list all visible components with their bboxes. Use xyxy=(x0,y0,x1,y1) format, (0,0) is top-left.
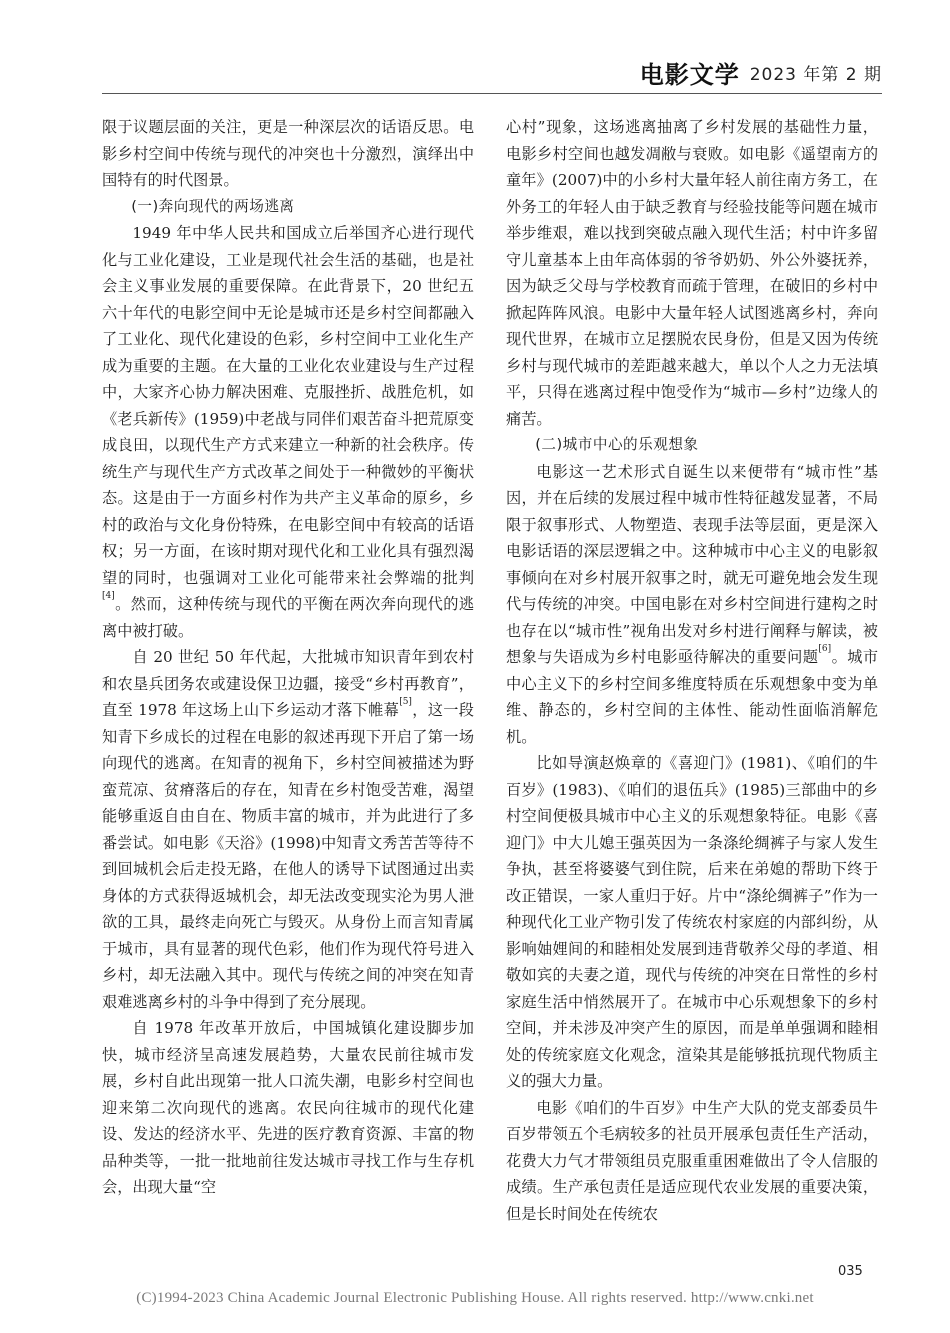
body-paragraph xyxy=(506,114,878,432)
section-heading: (一)奔向现代的两场逃离 xyxy=(131,197,295,215)
body-paragraph xyxy=(102,644,474,1015)
left-column xyxy=(102,114,474,1201)
issue-label: 2023 年第 2 期 xyxy=(749,64,882,85)
paragraph-text-continued: 。城市中心主义下的乡村空间多维度特质在乐观想象中变为单维、静态的，乡村空间的主体性、能动性面临消解危机。 xyxy=(506,648,879,746)
body-paragraph xyxy=(506,459,878,751)
paragraph-text: 心村”现象，这场逃离抽离了乡村发展的基础性力量，电影乡村空间也越发凋敝与衰败。如电影《遥望南方的童年》(2007)中的小乡村大量年轻人前往南方务工，在外务工的年轻人由于缺乏教育与经验技能等问题在城市举步维艰，难以找到突破点融入现代生活；村中许多留守儿童基本上由年高体弱的爷爷奶奶、外公外婆抚养，因为缺乏父母与学校教育而疏于管理，在破旧的乡村中掀起阵阵风浪。电影中大量年轻人试图逃离乡村，奔向现代世界，在城市立足摆脱农民身份，但是又因为传统乡村与现代城市的差距越来越大，单以个人之力无法填平，只得在逃离过程中饱受作为“城市—乡村”边缘人的痛苦。 xyxy=(506,118,878,428)
citation-ref: [4] xyxy=(102,591,115,601)
page-number: 035 xyxy=(838,1264,863,1279)
copyright-footer: (C)1994-2023 China Academic Journal Electronic Publishing House. All rights reserved. http://www.cnki.net xyxy=(136,1290,814,1306)
paragraph-text: 比如导演赵焕章的《喜迎门》(1981)、《咱们的牛百岁》(1983)、《咱们的退伍兵》(1985)三部曲中的乡村空间便极具城市中心主义的乐观想象特征。电影《喜迎门》中大儿媳王强英因为一条涤纶绸裤子与家人发生争执，甚至将婆婆气到住院，后来在弟媳的帮助下终于改正错误，一家人重归于好。片中“涤纶绸裤子”作为一种现代化工业产物引发了传统农村家庭的内部纠纷，从影响妯娌间的和睦相处发展到违背敬养父母的孝道、相敬如宾的夫妻之道，现代与传统的冲突在日常性的乡村家庭生活中悄然展开了。在城市中心乐观想象下的乡村空间，并未涉及冲突产生的原因，而是单单强调和睦相处的传统家庭文化观念，渲染其是能够抵抗现代物质主义的强大力量。 xyxy=(506,754,878,1090)
body-paragraph xyxy=(506,750,878,1095)
running-header xyxy=(640,52,882,92)
header-divider xyxy=(102,93,882,94)
paragraph-text: 自 20 世纪 50 年代起，大批城市知识青年到农村和农垦兵团务农或建设保卫边疆，接受“乡村再教育”，直至 1978 年这场上山下乡运动才落下帷幕 xyxy=(102,648,474,719)
citation-ref: [5] xyxy=(399,697,412,707)
paragraph-text: 1949 年中华人民共和国成立后举国齐心进行现代化与工业化建设，工业是现代社会生活的基础，也是社会主义事业发展的重要保障。在此背景下，20 世纪五六十年代的电影空间中无论是城市还是乡村空间都融入了工业化、现代化建设的色彩，乡村空间中工业化生产成为重要的主题。在大量的工业化农业建设与生产过程中，大家齐心协力解决困难、克服挫折、战胜危机，如《老兵新传》(1959)中老战与同伴们艰苦奋斗把荒原变成良田，以现代生产方式来建立一种新的社会秩序。传统生产与现代生产方式改革之间处于一种微妙的平衡状态。这是由于一方面乡村作为共产主义革命的原乡，乡村的政治与文化身份特殊，在电影空间中有较高的话语权；另一方面，在该时期对现代化和工业化具有强烈渴望的同时，也强调对工业化可能带来社会弊端的批判 xyxy=(102,224,474,587)
paragraph-text: 电影这一艺术形式自诞生以来便带有“城市性”基因，并在后续的发展过程中城市性特征越发显著，不局限于叙事形式、人物塑造、表现手法等层面，更是深入电影话语的深层逻辑之中。这种城市中心主义的电影叙事倾向在对乡村展开叙事之时，就无可避免地会发生现代与传统的冲突。中国电影在对乡村空间进行建构之时也存在以“城市性”视角出发对乡村进行阐释与解读，被想象与失语成为乡村电影亟待解决的重要问题 xyxy=(506,462,878,666)
body-paragraph xyxy=(102,114,474,194)
paragraph-text: 电影《咱们的牛百岁》中生产大队的党支部委员牛百岁带领五个毛病较多的社员开展承包责任生产活动，花费大力气才带领组员克服重重困难做出了令人信服的成绩。生产承包责任是适应现代农业发展的重要决策，但是长时间处在传统农 xyxy=(506,1098,878,1223)
citation-ref: [6] xyxy=(818,644,832,654)
journal-title: 电影文学 xyxy=(639,59,740,89)
paragraph-text-continued: 。然而，这种传统与现代的平衡在两次奔向现代的逃离中被打破。 xyxy=(102,595,474,640)
section-heading: (二)城市中心的乐观想象 xyxy=(535,436,699,453)
body-paragraph xyxy=(102,220,474,644)
paragraph-text: 自 1978 年改革开放后，中国城镇化建设脚步加快，城市经济呈高速发展趋势，大量农民前往城市发展，乡村自此出现第一批人口流失潮，电影乡村空间也迎来第二次向现代的逃离。农民向往城市的现代化建设、发达的经济水平、先进的医疗教育资源、丰富的物品种类等，一批一批地前往发达城市寻找工作与生存机会，出现大量“空 xyxy=(102,1019,474,1196)
body-paragraph xyxy=(102,1015,474,1201)
paragraph-text: 限于议题层面的关注，更是一种深层次的话语反思。电影乡村空间中传统与现代的冲突也十分激烈，演绎出中国特有的时代图景。 xyxy=(102,118,474,189)
right-column xyxy=(506,114,878,1227)
paragraph-text-continued: ，这一段知青下乡成长的过程在电影的叙述再现下开启了第一场向现代的逃离。在知青的视角下，乡村空间被描述为野蛮荒凉、贫瘠落后的存在，知青在乡村饱受苦难，渴望能够重返自由自在、物质丰富的城市，并为此进行了多番尝试。如电影《天浴》(1998)中知青文秀苦苦等待不到回城机会后走投无路，在他人的诱导下试图通过出卖身体的方式获得返城机会，却无法改变现实沦为男人泄欲的工具，最终走向死亡与毁灭。从身份上而言知青属于城市，具有显著的现代色彩，他们作为现代符号进入乡村，却无法融入其中。现代与传统之间的冲突在知青艰难逃离乡村的斗争中得到了充分展现。 xyxy=(102,701,474,1011)
body-paragraph xyxy=(506,1095,878,1228)
